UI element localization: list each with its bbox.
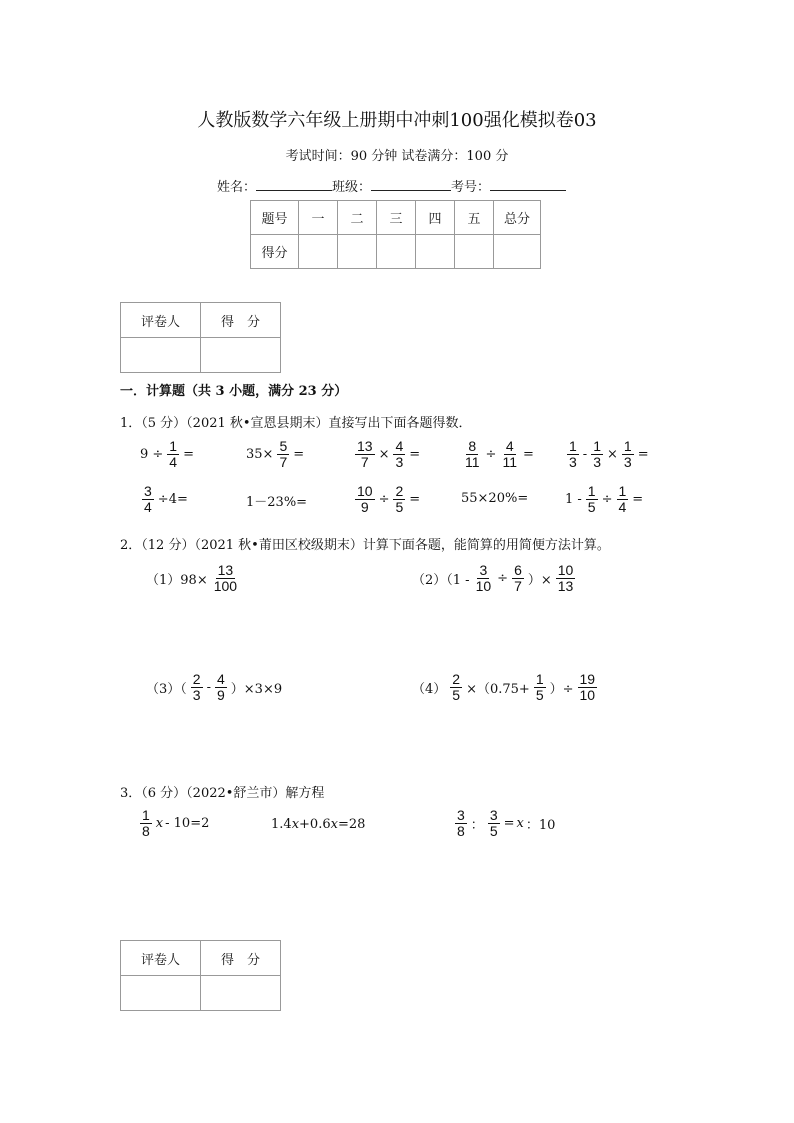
fraction: $\frac{1}{8}$ [142,807,150,839]
fraction: $\frac{3}{8}$ [457,807,465,839]
number-label: 考号： [451,180,491,195]
fraction: $\frac{6}{7}$ [514,562,522,594]
name-blank[interactable] [256,178,332,191]
score-cell[interactable] [494,235,541,269]
reviewer-cell[interactable] [121,338,201,373]
fraction: $\frac{1}{5}$ [535,671,544,703]
reviewer-label: 评卷人 [121,303,201,338]
question-2-stem: 2．（12 分）（2021 秋•莆田区校级期末）计算下面各题，能简算的用简便方法计算。 [120,538,610,553]
fraction: $\frac{10}{13}$ [557,562,574,594]
q3-equation-2: 1.4 x +0.6 x =28 [271,817,366,832]
fraction: $\frac{10}{9}$ [357,483,373,515]
q3-equation-1: $\frac{1}{8}$ x - 10=2 [142,807,210,839]
fraction: $\frac{4}{3}$ [395,438,404,470]
q1-item-i: 55×20%= [461,491,529,506]
score-cell[interactable] [455,235,494,269]
q1-item-e: $\frac{1}{3}$ - $\frac{1}{3}$ × $\frac{1}{3}$ = [569,438,649,470]
grader-table [120,940,281,1011]
header-cell: 三 [377,201,416,235]
score-cell[interactable] [299,235,338,269]
score-header: 得 分 [201,941,281,976]
score-cell[interactable] [338,235,377,269]
q1-item-h: $\frac{10}{9}$ ÷ $\frac{2}{5}$ = [357,483,421,515]
fraction: $\frac{13}{100}$ [213,562,238,594]
header-cell: 一 [299,201,338,235]
q1-item-a: 9 ÷ $\frac{1}{4}$ = [140,438,194,470]
fraction: $\frac{2}{5}$ [395,483,404,515]
question-3-stem: 3．（6 分）（2022•舒兰市）解方程 [120,786,325,801]
score-header: 得 分 [201,303,281,338]
score-cell[interactable] [377,235,416,269]
fraction: $\frac{3}{4}$ [144,483,152,515]
fraction: $\frac{1}{5}$ [587,483,596,515]
fraction: $\frac{13}{7}$ [357,438,373,470]
score-cell[interactable] [201,976,281,1011]
q2-part-4: （4） $\frac{2}{5}$ ×（0.75+ $\frac{1}{5}$ ）÷ $\frac{19}{10}$ [412,671,596,703]
reviewer-label: 评卷人 [121,941,201,976]
header-cell: 五 [455,201,494,235]
q3-equation-3: $\frac{3}{8}$ ： $\frac{3}{5}$ = x ：10 [457,807,556,839]
fraction: $\frac{3}{5}$ [489,807,498,839]
q1-item-b: 35× $\frac{5}{7}$ = [246,438,305,470]
fraction: $\frac{4}{9}$ [216,671,225,703]
q1-item-c: $\frac{13}{7}$ × $\frac{4}{3}$ = [357,438,421,470]
fraction: $\frac{2}{5}$ [452,671,461,703]
fraction: $\frac{1}{4}$ [618,483,627,515]
fraction: $\frac{1}{3}$ [569,438,577,470]
q1-item-f: $\frac{3}{4}$ ÷4= [144,483,188,515]
q1-item-d: $\frac{8}{11}$ ÷ $\frac{4}{11}$ = [465,438,534,470]
question-1-stem: 1．（5 分）（2021 秋•宣恩县期末）直接写出下面各题得数． [120,416,472,431]
q1-item-g: 1－23%= [246,495,308,510]
score-cell[interactable] [416,235,455,269]
score-table [250,200,541,269]
fraction: $\frac{1}{4}$ [169,438,178,470]
fraction: $\frac{1}{3}$ [623,438,632,470]
score-table-header-row [251,201,541,235]
header-cell: 二 [338,201,377,235]
header-cell: 四 [416,201,455,235]
score-table-score-row [251,235,541,269]
q2-part-1: （1）98× $\frac{13}{100}$ [146,562,238,594]
score-label: 得分 [251,235,299,269]
page-title: 人教版数学六年级上册期中冲刺100强化模拟卷03 [197,110,597,131]
fraction: $\frac{8}{11}$ [465,438,480,470]
reviewer-cell[interactable] [121,976,201,1011]
fraction: $\frac{4}{11}$ [502,438,517,470]
fraction: $\frac{1}{3}$ [593,438,601,470]
class-label: 班级： [332,180,372,195]
q2-part-3: （3）（ $\frac{2}{3}$ - $\frac{4}{9}$ ）×3×9 [146,671,283,703]
student-info [217,176,566,195]
q2-part-2: （2）（1 - $\frac{3}{10}$ ÷ $\frac{6}{7}$ ）× $\frac{10}{13}$ [412,562,574,594]
fraction: $\frac{2}{3}$ [192,671,201,703]
number-blank[interactable] [490,178,566,191]
q1-item-j: 1 - $\frac{1}{5}$ ÷ $\frac{1}{4}$ = [565,483,644,515]
section-heading: 一．计算题（共 3 小题，满分 23 分） [120,384,348,399]
grader-table [120,302,281,373]
header-cell: 题号 [251,201,299,235]
fraction: $\frac{3}{10}$ [475,562,492,594]
score-cell[interactable] [201,338,281,373]
header-cell: 总分 [494,201,541,235]
exam-info: 考试时间：90 分钟 试卷满分：100 分 [285,149,509,164]
fraction: $\frac{5}{7}$ [279,438,288,470]
name-label: 姓名： [217,180,257,195]
class-blank[interactable] [371,178,451,191]
fraction: $\frac{19}{10}$ [579,671,596,703]
